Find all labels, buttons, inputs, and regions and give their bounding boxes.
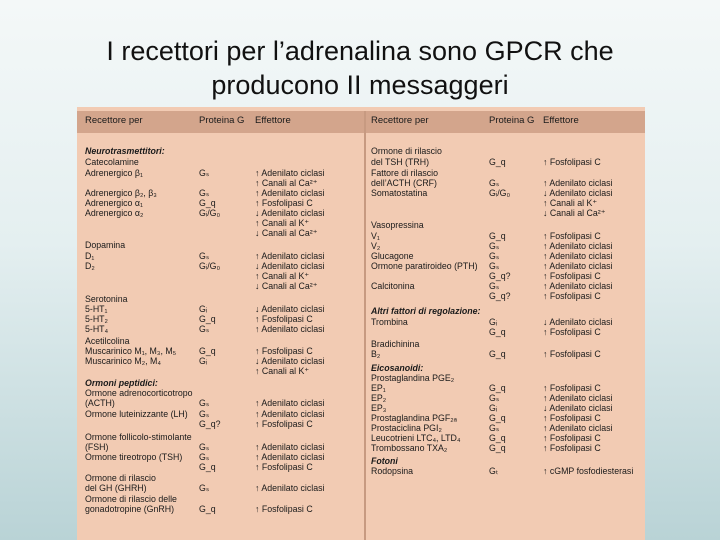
table-row <box>77 388 365 398</box>
receptor-cell: dell’ACTH (CRF) <box>371 178 437 188</box>
receptor-cell: B₂ <box>371 349 381 359</box>
receptor-cell: EP₁ <box>371 383 386 393</box>
effector-cell: ↓ Canali al Ca²⁺ <box>255 228 318 238</box>
g-protein-cell: G_q <box>199 314 216 324</box>
effector-cell: ↑ Canali al K⁺ <box>543 198 598 208</box>
receptor-cell: 5-HT₁ <box>85 304 108 314</box>
section-heading <box>77 378 365 388</box>
g-protein-cell: Gᵢ <box>489 317 498 327</box>
receptor-cell: Fattore di rilascio <box>371 168 438 178</box>
effector-cell: ↑ Adenilato ciclasi <box>255 409 325 419</box>
table-row <box>367 188 645 198</box>
slide-title-line-2: producono II messaggeri <box>211 70 509 100</box>
table-row <box>367 157 645 167</box>
effector-cell: ↑ Adenilato ciclasi <box>255 398 325 408</box>
g-protein-cell: G_q <box>489 231 506 241</box>
g-protein-cell: Gₛ <box>489 178 500 188</box>
receptor-cell: Altri fattori di regolazione: <box>371 306 481 316</box>
effector-cell: ↑ Fosfolipasi C <box>255 419 313 429</box>
table-row <box>367 168 645 178</box>
effector-cell: ↑ Fosfolipasi C <box>255 314 313 324</box>
receptor-cell: Adrenergico β₂, β₃ <box>85 188 157 198</box>
receptor-cell: Trombossano TXA₂ <box>371 443 448 453</box>
g-protein-cell: Gₛ <box>199 442 210 452</box>
effector-cell: ↑ cGMP fosfodiesterasi <box>543 466 634 476</box>
g-protein-cell: G_q? <box>199 419 221 429</box>
receptor-cell: EP₃ <box>371 403 387 413</box>
receptor-cell: Ormone di rilascio delle <box>85 494 177 504</box>
receptor-cell: Adrenergico β₁ <box>85 168 143 178</box>
section-heading <box>77 146 365 156</box>
table-row <box>367 413 645 423</box>
table-row <box>77 432 365 442</box>
table-row <box>367 146 645 156</box>
receptor-cell: Ormone adrenocorticotropo <box>85 388 193 398</box>
table-row <box>77 366 365 376</box>
table-row <box>77 409 365 419</box>
table-row <box>77 324 365 334</box>
table-row <box>367 383 645 393</box>
g-protein-cell: Gᵢ <box>199 356 208 366</box>
header-effector: Effettore <box>255 115 291 126</box>
table-row <box>367 261 645 271</box>
effector-cell: ↑ Fosfolipasi C <box>255 346 313 356</box>
receptor-cell: 5-HT₄ <box>85 324 109 334</box>
table-row <box>77 483 365 493</box>
effector-cell: ↑ Adenilato ciclasi <box>255 483 325 493</box>
table-row <box>367 241 645 251</box>
receptor-cell: D₁ <box>85 251 95 261</box>
effector-cell: ↑ Adenilato ciclasi <box>543 178 613 188</box>
effector-cell: ↑ Fosfolipasi C <box>543 443 601 453</box>
effector-cell: ↑ Fosfolipasi C <box>543 349 601 359</box>
table-row <box>367 251 645 261</box>
g-protein-cell: Gₛ <box>489 261 500 271</box>
effector-cell: ↑ Adenilato ciclasi <box>255 168 325 178</box>
table-left-column <box>77 107 365 540</box>
receptor-cell: Muscarinico M₂, M₄ <box>85 356 161 366</box>
table-row <box>367 433 645 443</box>
slide-title-line-1: I recettori per l’adrenalina sono GPCR che <box>106 36 614 66</box>
effector-cell: ↑ Fosfolipasi C <box>543 433 601 443</box>
receptor-cell: Leucotrieni LTC₄, LTD₄ <box>371 433 461 443</box>
g-protein-cell: Gₛ <box>199 251 210 261</box>
receptor-cell: Bradichinina <box>371 339 420 349</box>
effector-cell: ↓ Adenilato ciclasi <box>543 188 613 198</box>
section-heading <box>367 363 645 373</box>
table-row <box>77 228 365 238</box>
slide-title <box>0 34 720 102</box>
effector-cell: ↓ Adenilato ciclasi <box>255 208 325 218</box>
receptor-cell: Acetilcolina <box>85 336 130 346</box>
effector-cell: ↑ Canali al K⁺ <box>255 271 310 281</box>
section-heading <box>367 456 645 466</box>
effector-cell: ↓ Adenilato ciclasi <box>255 304 325 314</box>
receptor-cell: Prostaglandina PGF₂ₐ <box>371 413 457 423</box>
receptor-cell: (FSH) <box>85 442 109 452</box>
g-protein-cell: Gₜ <box>489 466 499 476</box>
table-row <box>77 314 365 324</box>
receptor-cell: V₁ <box>371 231 380 241</box>
header-effector-right: Effettore <box>543 115 579 126</box>
table-row <box>77 251 365 261</box>
table-row <box>367 271 645 281</box>
receptor-cell: Prostaglandina PGE₂ <box>371 373 455 383</box>
receptor-cell: Adrenergico α₁ <box>85 198 143 208</box>
effector-cell: ↑ Fosfolipasi C <box>543 271 601 281</box>
g-protein-cell: Gₛ <box>489 241 500 251</box>
table-row <box>77 218 365 228</box>
table-row <box>77 281 365 291</box>
receptor-cell: del TSH (TRH) <box>371 157 430 167</box>
table-row <box>77 240 365 250</box>
table-row <box>77 504 365 514</box>
effector-cell: ↑ Adenilato ciclasi <box>255 442 325 452</box>
effector-cell: ↑ Adenilato ciclasi <box>255 324 325 334</box>
g-protein-cell: G_q <box>489 413 506 423</box>
effector-cell: ↑ Adenilato ciclasi <box>543 251 613 261</box>
effector-cell: ↑ Fosfolipasi C <box>543 383 601 393</box>
g-protein-cell: Gₛ <box>199 398 210 408</box>
table-row <box>367 373 645 383</box>
receptor-cell: Serotonina <box>85 294 128 304</box>
table-row <box>77 419 365 429</box>
g-protein-cell: G_q <box>199 504 216 514</box>
effector-cell: ↑ Fosfolipasi C <box>543 291 601 301</box>
effector-cell: ↑ Adenilato ciclasi <box>255 452 325 462</box>
g-protein-cell: Gₛ <box>199 409 210 419</box>
g-protein-cell: Gᵢ <box>199 304 208 314</box>
g-protein-cell: Gᵢ/G₀ <box>199 261 221 271</box>
g-protein-cell: G_q <box>489 157 506 167</box>
table-row <box>77 452 365 462</box>
effector-cell: ↑ Adenilato ciclasi <box>543 241 613 251</box>
table-row <box>77 398 365 408</box>
table-row <box>367 198 645 208</box>
table-row <box>367 349 645 359</box>
header-receptor: Recettore per <box>85 115 143 126</box>
receptor-table <box>77 107 645 540</box>
table-row <box>367 393 645 403</box>
receptor-cell: Muscarinico M₁, M₃, M₅ <box>85 346 177 356</box>
receptor-cell: Calcitonina <box>371 281 415 291</box>
table-row <box>367 291 645 301</box>
table-row <box>367 231 645 241</box>
receptor-cell: Catecolamine <box>85 157 139 167</box>
effector-cell: ↑ Adenilato ciclasi <box>543 423 613 433</box>
effector-cell: ↑ Adenilato ciclasi <box>255 188 325 198</box>
g-protein-cell: Gᵢ/G₀ <box>199 208 221 218</box>
table-row <box>367 220 645 230</box>
g-protein-cell: Gₛ <box>489 393 500 403</box>
effector-cell: ↑ Fosfolipasi C <box>543 231 601 241</box>
g-protein-cell: Gₛ <box>199 324 210 334</box>
table-row <box>367 423 645 433</box>
receptor-cell: del GH (GHRH) <box>85 483 147 493</box>
table-row <box>77 356 365 366</box>
table-row <box>77 304 365 314</box>
table-row <box>367 403 645 413</box>
table-row <box>77 442 365 452</box>
table-row <box>77 157 365 167</box>
receptor-cell: (ACTH) <box>85 398 115 408</box>
table-row <box>367 327 645 337</box>
g-protein-cell: Gₛ <box>489 423 500 433</box>
g-protein-cell: Gₛ <box>199 452 210 462</box>
receptor-cell: Trombina <box>371 317 408 327</box>
table-row <box>367 443 645 453</box>
g-protein-cell: Gₛ <box>199 483 210 493</box>
table-row <box>77 294 365 304</box>
receptor-cell: Ormoni peptidici: <box>85 378 158 388</box>
effector-cell: ↑ Fosfolipasi C <box>543 413 601 423</box>
effector-cell: ↑ Adenilato ciclasi <box>543 261 613 271</box>
receptor-cell: Somatostatina <box>371 188 428 198</box>
table-row <box>77 271 365 281</box>
receptor-cell: Glucagone <box>371 251 414 261</box>
g-protein-cell: G_q? <box>489 291 511 301</box>
effector-cell: ↓ Canali al Ca²⁺ <box>255 281 318 291</box>
table-row <box>77 178 365 188</box>
effector-cell: ↓ Canali al Ca²⁺ <box>543 208 606 218</box>
effector-cell: ↑ Canali al Ca²⁺ <box>255 178 318 188</box>
header-g-protein: Proteina G <box>199 115 245 126</box>
receptor-cell: Ormone follicolo-stimolante <box>85 432 192 442</box>
effector-cell: ↑ Fosfolipasi C <box>543 157 601 167</box>
receptor-cell: Fotoni <box>371 456 398 466</box>
effector-cell: ↑ Adenilato ciclasi <box>543 393 613 403</box>
g-protein-cell: Gₛ <box>489 281 500 291</box>
receptor-cell: Ormone tireotropo (TSH) <box>85 452 183 462</box>
effector-cell: ↑ Canali al K⁺ <box>255 366 310 376</box>
g-protein-cell: G_q <box>199 198 216 208</box>
table-row <box>367 208 645 218</box>
receptor-cell: Eicosanoidi: <box>371 363 424 373</box>
table-row <box>367 178 645 188</box>
receptor-cell: 5-HT₂ <box>85 314 108 324</box>
effector-cell: ↓ Adenilato ciclasi <box>255 261 325 271</box>
g-protein-cell: G_q <box>489 349 506 359</box>
header-g-protein-right: Proteina G <box>489 115 535 126</box>
g-protein-cell: Gₛ <box>199 188 210 198</box>
g-protein-cell: G_q <box>489 327 506 337</box>
receptor-cell: Rodopsina <box>371 466 414 476</box>
receptor-cell: V₂ <box>371 241 381 251</box>
g-protein-cell: G_q? <box>489 271 511 281</box>
effector-cell: ↓ Adenilato ciclasi <box>543 317 613 327</box>
section-heading <box>367 306 645 316</box>
g-protein-cell: G_q <box>489 443 506 453</box>
effector-cell: ↓ Adenilato ciclasi <box>255 356 325 366</box>
table-row <box>77 346 365 356</box>
g-protein-cell: Gₛ <box>199 168 210 178</box>
table-row <box>77 336 365 346</box>
receptor-cell: Ormone paratiroideo (PTH) <box>371 261 478 271</box>
g-protein-cell: Gᵢ/G₀ <box>489 188 511 198</box>
receptor-cell: EP₂ <box>371 393 387 403</box>
table-row <box>77 168 365 178</box>
header-receptor-right: Recettore per <box>371 115 429 126</box>
table-row <box>77 494 365 504</box>
effector-cell: ↑ Fosfolipasi C <box>255 462 313 472</box>
receptor-cell: Prostaciclina PGI₂ <box>371 423 442 433</box>
table-row <box>77 473 365 483</box>
table-row <box>367 466 645 476</box>
receptor-cell: Ormone di rilascio <box>371 146 442 156</box>
receptor-cell: Neurotrasmettitori: <box>85 146 165 156</box>
table-row <box>367 339 645 349</box>
table-row <box>77 198 365 208</box>
g-protein-cell: Gₛ <box>489 251 500 261</box>
receptor-cell: Vasopressina <box>371 220 424 230</box>
table-right-column <box>367 107 645 540</box>
receptor-cell: Ormone di rilascio <box>85 473 156 483</box>
table-row <box>77 462 365 472</box>
table-row <box>367 281 645 291</box>
table-row <box>367 317 645 327</box>
receptor-cell: Adrenergico α₂ <box>85 208 144 218</box>
receptor-cell: D₂ <box>85 261 95 271</box>
g-protein-cell: G_q <box>489 383 506 393</box>
effector-cell: ↑ Fosfolipasi C <box>255 504 313 514</box>
receptor-cell: Dopamina <box>85 240 126 250</box>
g-protein-cell: G_q <box>199 462 216 472</box>
table-row <box>77 188 365 198</box>
receptor-cell: gonadotropine (GnRH) <box>85 504 174 514</box>
effector-cell: ↑ Fosfolipasi C <box>543 327 601 337</box>
g-protein-cell: G_q <box>489 433 506 443</box>
effector-cell: ↓ Adenilato ciclasi <box>543 403 613 413</box>
table-row <box>77 208 365 218</box>
table-row <box>77 261 365 271</box>
receptor-cell: Ormone luteinizzante (LH) <box>85 409 188 419</box>
effector-cell: ↑ Adenilato ciclasi <box>255 251 325 261</box>
effector-cell: ↑ Adenilato ciclasi <box>543 281 613 291</box>
g-protein-cell: G_q <box>199 346 216 356</box>
effector-cell: ↑ Fosfolipasi C <box>255 198 313 208</box>
effector-cell: ↑ Canali al K⁺ <box>255 218 310 228</box>
g-protein-cell: Gᵢ <box>489 403 498 413</box>
